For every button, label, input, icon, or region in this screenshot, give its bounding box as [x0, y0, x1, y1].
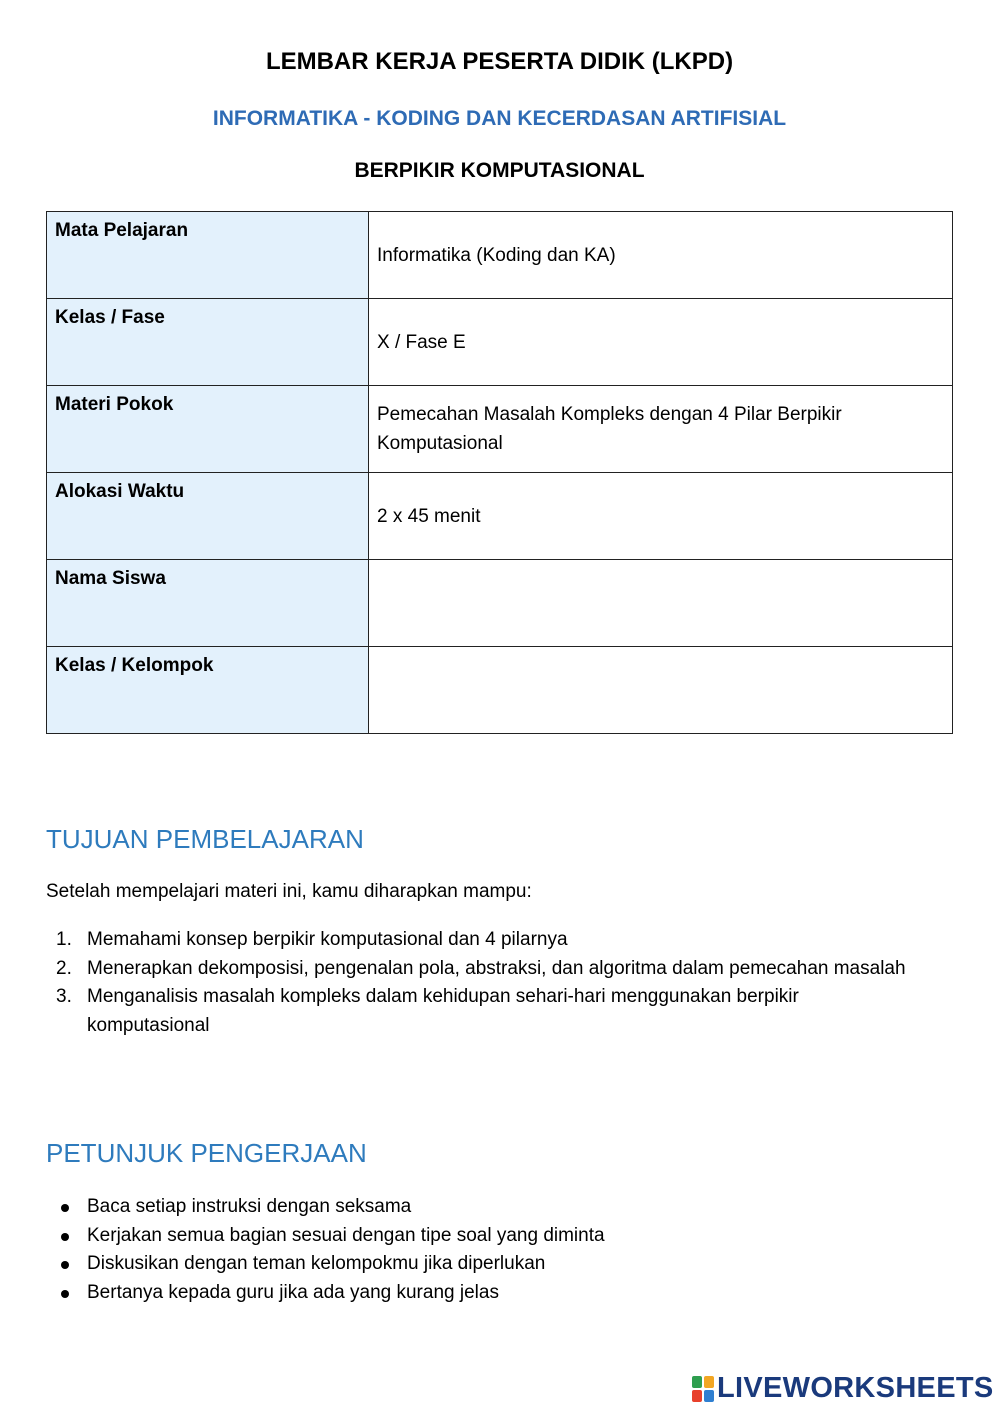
logo-square [692, 1376, 702, 1388]
logo-square [692, 1390, 702, 1402]
row-value: X / Fase E [369, 299, 953, 386]
table-row [47, 473, 953, 560]
list-item [46, 1250, 906, 1279]
row-value: Informatika (Koding dan KA) [369, 212, 953, 299]
row-label: Kelas / Kelompok [47, 647, 369, 734]
bullet-icon [61, 1261, 69, 1269]
logo-square [704, 1376, 714, 1388]
list-item [46, 1193, 906, 1222]
list-item [46, 1222, 906, 1251]
row-value: 2 x 45 menit [369, 473, 953, 560]
table-row [47, 212, 953, 299]
bullet-icon [61, 1233, 69, 1241]
list-item-text: Bertanya kepada guru jika ada yang kurang jelas [87, 1281, 499, 1303]
list-item-text: Diskusikan dengan teman kelompokmu jika diperlukan [87, 1253, 546, 1274]
list-item [46, 983, 906, 1040]
list-number: 3. [56, 986, 72, 1007]
bullet-icon [61, 1204, 69, 1212]
row-label: Nama Siswa [47, 560, 369, 647]
row-label: Mata Pelajaran [47, 212, 369, 299]
worksheet-title: LEMBAR KERJA PESERTA DIDIK (LKPD) [265, 48, 734, 75]
list-item-text: Menganalisis masalah kompleks dalam kehidupan sehari-hari menggunakan berpikir komputasional [87, 986, 799, 1036]
petunjuk-heading: PETUNJUK PENGERJAAN [46, 1138, 367, 1168]
logo-text: LIVEWORKSHEETS [717, 1372, 994, 1404]
tujuan-intro: Setelah mempelajari materi ini, kamu diharapkan mampu: [46, 881, 532, 902]
instructions-list [46, 1193, 906, 1307]
nama-siswa-field[interactable] [369, 560, 953, 647]
table-row [47, 386, 953, 473]
list-item [46, 955, 906, 984]
row-label: Materi Pokok [47, 386, 369, 473]
list-item-text: Memahami konsep berpikir komputasional dan 4 pilarnya [87, 929, 568, 950]
liveworksheets-logo[interactable] [692, 1372, 994, 1405]
row-value: Pemecahan Masalah Kompleks dengan 4 Pilar Berpikir Komputasional [369, 386, 953, 473]
row-label: Kelas / Fase [47, 299, 369, 386]
tujuan-heading: TUJUAN PEMBELAJARAN [46, 824, 364, 854]
table-row [47, 647, 953, 734]
row-label: Alokasi Waktu [47, 473, 369, 560]
list-item-text: Kerjakan semua bagian sesuai dengan tipe soal yang diminta [87, 1224, 605, 1246]
worksheet-subtitle: INFORMATIKA - KODING DAN KECERDASAN ARTIFISIAL [212, 107, 787, 130]
logo-square [704, 1390, 714, 1402]
list-item-text: Menerapkan dekomposisi, pengenalan pola, abstraksi, dan algoritma dalam pemecahan masalah [87, 957, 906, 979]
goals-list [46, 926, 906, 1040]
list-number: 2. [56, 957, 72, 979]
list-item [46, 926, 906, 955]
table-row [47, 299, 953, 386]
worksheet-topic: BERPIKIR KOMPUTASIONAL [354, 159, 645, 182]
bullet-icon [61, 1290, 69, 1298]
list-item [46, 1279, 906, 1308]
kelas-kelompok-field[interactable] [369, 647, 953, 734]
table-row [47, 560, 953, 647]
info-table [46, 211, 953, 734]
list-number: 1. [56, 929, 72, 950]
list-item-text: Baca setiap instruksi dengan seksama [87, 1196, 412, 1217]
liveworksheets-logo-icon [692, 1376, 714, 1402]
